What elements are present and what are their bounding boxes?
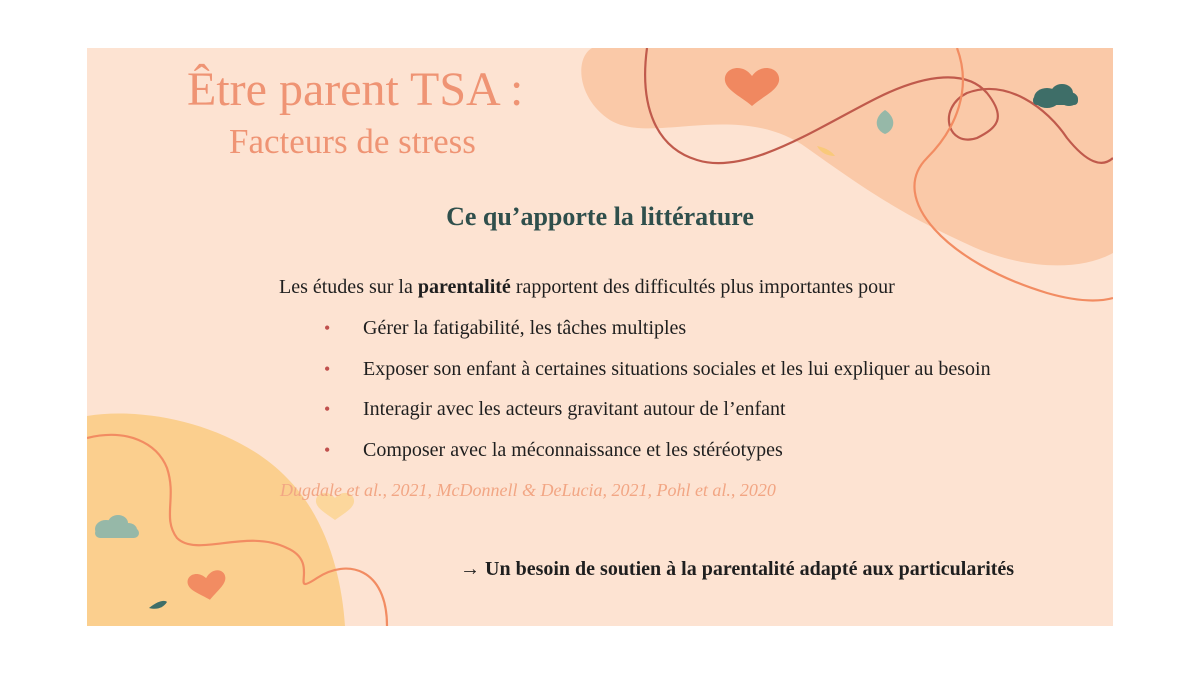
list-item-text: Interagir avec les acteurs gravitant autour de l’enfant bbox=[363, 398, 786, 420]
bullet-icon: • bbox=[324, 318, 331, 338]
intro-paragraph bbox=[279, 276, 895, 299]
intro-text-bold: parentalité bbox=[417, 276, 511, 298]
conclusion-text: Un besoin de soutien à la parentalité adapté aux particularités bbox=[485, 558, 1015, 580]
intro-text-before: Les études sur la bbox=[279, 276, 418, 298]
presentation-slide bbox=[87, 48, 1113, 626]
section-heading: Ce qu’apporte la littérature bbox=[446, 202, 754, 231]
slide-title-line2: Facteurs de stress bbox=[229, 122, 476, 161]
bullet-icon: • bbox=[324, 439, 331, 460]
conclusion-statement bbox=[460, 558, 1014, 581]
references-citation: Dugdale et al., 2021, McDonnell & DeLucia, 2021, Pohl et al., 2020 bbox=[280, 480, 776, 500]
list-item-text: Composer avec la méconnaissance et les stéréotypes bbox=[363, 438, 783, 461]
bullet-icon: • bbox=[324, 358, 331, 379]
list-item-text: Gérer la fatigabilité, les tâches multiples bbox=[363, 317, 687, 339]
intro-text-after: rapportent des difficultés plus importantes pour bbox=[510, 276, 895, 298]
arrow-right-icon: → bbox=[460, 558, 480, 580]
blob-top-right bbox=[581, 48, 1113, 265]
bullet-icon: • bbox=[324, 399, 331, 419]
list-item-text: Exposer son enfant à certaines situations sociales et les lui expliquer au besoin bbox=[363, 357, 991, 380]
slide-title: Être parent TSA : bbox=[187, 63, 524, 116]
